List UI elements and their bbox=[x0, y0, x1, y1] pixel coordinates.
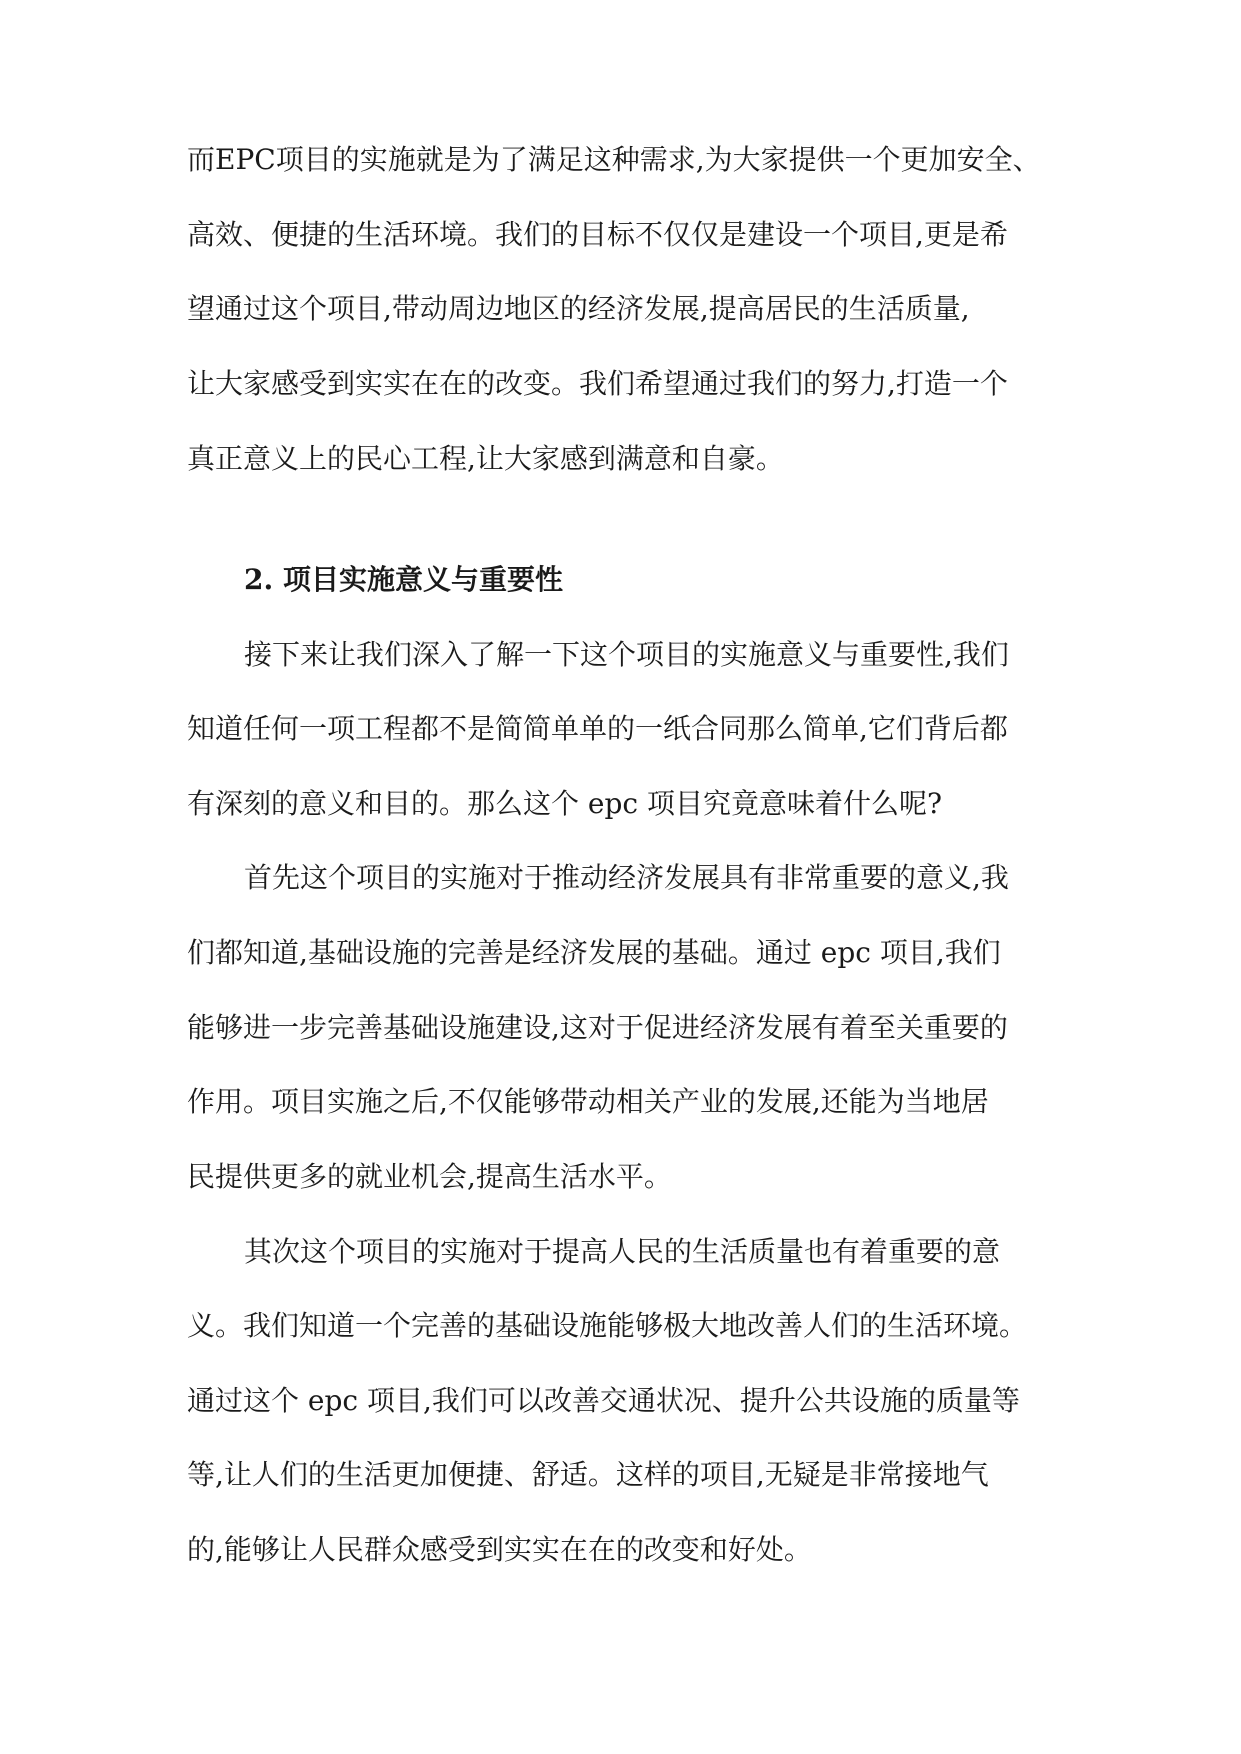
paragraph-1-line-1: 接下来让我们深入了解一下这个项目的实施意义与重要性,我们 bbox=[244, 638, 1009, 671]
paragraph-1-line-3: 有深刻的意义和目的。那么这个 epc 项目究竟意味着什么呢? bbox=[187, 787, 942, 820]
paragraph-2-line-2: 们都知道,基础设施的完善是经济发展的基础。通过 epc 项目,我们 bbox=[187, 936, 1001, 969]
paragraph-3-line-4: 等,让人们的生活更加便捷、舒适。这样的项目,无疑是非常接地气 bbox=[187, 1458, 989, 1491]
paragraph-3-line-5: 的,能够让人民群众感受到实实在在的改变和好处。 bbox=[187, 1533, 812, 1566]
paragraph-2-line-1: 首先这个项目的实施对于推动经济发展具有非常重要的意义,我 bbox=[244, 861, 1009, 894]
paragraph-2-line-5: 民提供更多的就业机会,提高生活水平。 bbox=[187, 1160, 672, 1193]
intro-line-5: 真正意义上的民心工程,让大家感到满意和自豪。 bbox=[187, 442, 784, 475]
intro-line-2: 高效、便捷的生活环境。我们的目标不仅仅是建设一个项目,更是希 bbox=[187, 218, 1008, 251]
paragraph-3-line-2: 义。我们知道一个完善的基础设施能够极大地改善人们的生活环境。 bbox=[187, 1309, 1028, 1342]
intro-line-3: 望通过这个项目,带动周边地区的经济发展,提高居民的生活质量, bbox=[187, 292, 970, 325]
paragraph-2-line-4: 作用。项目实施之后,不仅能够带动相关产业的发展,还能为当地居 bbox=[187, 1085, 989, 1118]
section-heading: 2. 项目实施意义与重要性 bbox=[244, 563, 563, 596]
intro-line-4: 让大家感受到实实在在的改变。我们希望通过我们的努力,打造一个 bbox=[187, 367, 1008, 400]
paragraph-3-line-3: 通过这个 epc 项目,我们可以改善交通状况、提升公共设施的质量等 bbox=[187, 1384, 1020, 1417]
intro-line-1: 而EPC项目的实施就是为了满足这种需求,为大家提供一个更加安全、 bbox=[187, 143, 1041, 176]
paragraph-1-line-2: 知道任何一项工程都不是简简单单的一纸合同那么简单,它们背后都 bbox=[187, 712, 1008, 745]
paragraph-3-line-1: 其次这个项目的实施对于提高人民的生活质量也有着重要的意 bbox=[244, 1235, 1001, 1268]
paragraph-2-line-3: 能够进一步完善基础设施建设,这对于促进经济发展有着至关重要的 bbox=[187, 1011, 1008, 1044]
